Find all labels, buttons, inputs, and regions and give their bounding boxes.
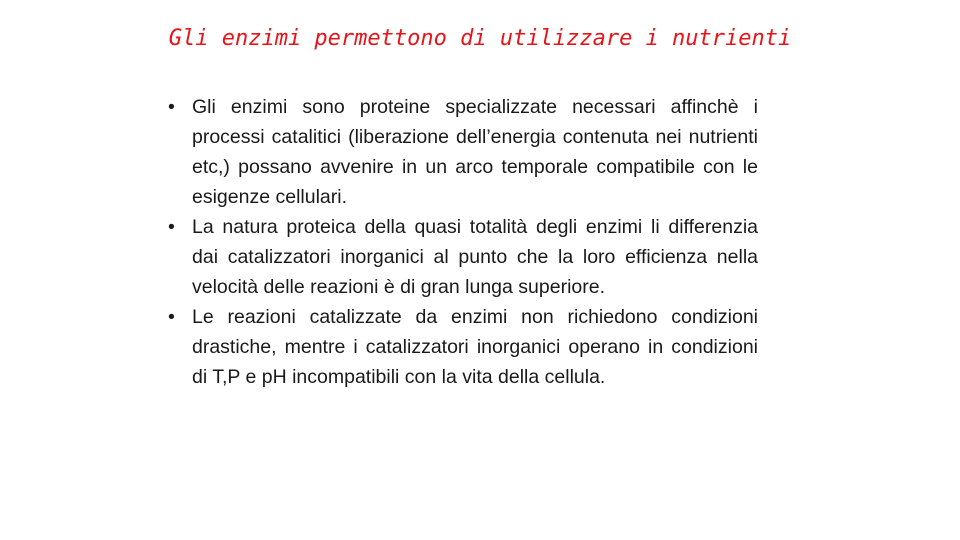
bullet-text: Gli enzimi sono proteine specializzate necessari affinchè i processi catalitici (liberazione dell’energia contenuta nei nutrienti etc,) possano avvenire in un arco temporale compatibile con le esigenze cellulari.	[192, 96, 758, 208]
bullet-item	[168, 302, 758, 392]
bullet-list	[168, 92, 758, 392]
bullet-dot-icon: •	[168, 96, 175, 118]
bullet-text: La natura proteica della quasi totalità degli enzimi li differenzia dai catalizzatori inorganici al punto che la loro efficienza nella velocità delle reazioni è di gran lunga superiore.	[192, 216, 758, 298]
bullet-dot-icon: •	[168, 306, 175, 328]
bullet-text: Le reazioni catalizzate da enzimi non richiedono condizioni drastiche, mentre i catalizzatori inorganici operano in condizioni di T,P e pH incompatibili con la vita della cellula.	[192, 306, 758, 388]
slide-title: Gli enzimi permettono di utilizzare i nutrienti	[168, 26, 792, 51]
bullet-item	[168, 92, 758, 212]
bullet-dot-icon: •	[168, 216, 175, 238]
bullet-item	[168, 212, 758, 302]
